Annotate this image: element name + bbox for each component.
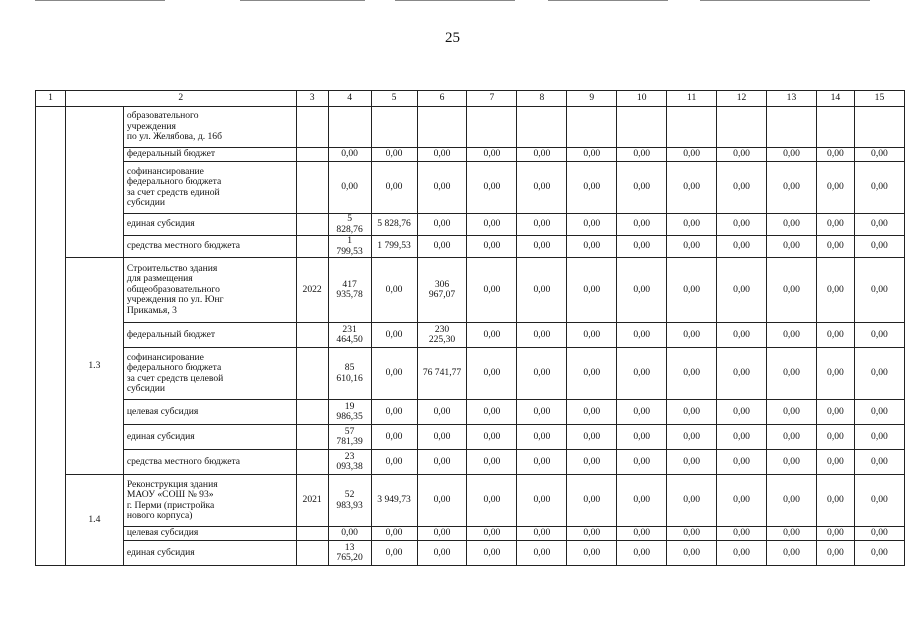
header-cell-11: 11: [667, 91, 717, 107]
value-cell: 0,00: [467, 475, 517, 527]
value-cell: [371, 107, 417, 148]
value-cell: 0,00: [617, 527, 667, 541]
value-cell: 0,00: [854, 348, 904, 400]
value-cell: 0,00: [617, 450, 667, 475]
value-cell: 0,00: [667, 541, 717, 566]
value-cell: 0,00: [417, 148, 467, 162]
table-row: [36, 214, 905, 236]
row-name: софинансирование федерального бюджета за счет средств единой субсидии: [123, 162, 296, 214]
table-row: [36, 348, 905, 400]
value-cell: 0,00: [567, 162, 617, 214]
value-cell: [667, 107, 717, 148]
value-cell: 0,00: [328, 162, 371, 214]
section-number: 1.3: [65, 258, 123, 475]
value-cell: 0,00: [816, 450, 854, 475]
value-cell: 0,00: [854, 425, 904, 450]
header-cell-14: 14: [816, 91, 854, 107]
table-row: [36, 258, 905, 323]
value-cell: 0,00: [854, 214, 904, 236]
value-cell: 23 093,38: [328, 450, 371, 475]
value-cell: 0,00: [854, 258, 904, 323]
value-cell: 0,00: [517, 162, 567, 214]
value-cell: 0,00: [667, 236, 717, 258]
value-cell: 0,00: [816, 475, 854, 527]
value-cell: 0,00: [717, 258, 767, 323]
value-cell: 0,00: [517, 527, 567, 541]
value-cell: 0,00: [667, 450, 717, 475]
value-cell: 0,00: [328, 527, 371, 541]
value-cell: 0,00: [816, 162, 854, 214]
value-cell: 0,00: [567, 527, 617, 541]
value-cell: 0,00: [417, 541, 467, 566]
value-cell: 0,00: [467, 348, 517, 400]
section-number: [65, 107, 123, 258]
value-cell: 0,00: [617, 162, 667, 214]
value-cell: [417, 107, 467, 148]
value-cell: 0,00: [567, 348, 617, 400]
value-cell: 0,00: [517, 348, 567, 400]
header-cell-1: 1: [36, 91, 66, 107]
value-cell: [567, 107, 617, 148]
value-cell: 0,00: [371, 348, 417, 400]
page-number: 25: [445, 30, 460, 46]
year-cell: [296, 400, 328, 425]
value-cell: 0,00: [371, 258, 417, 323]
year-cell: [296, 541, 328, 566]
value-cell: 0,00: [417, 425, 467, 450]
value-cell: 0,00: [767, 348, 817, 400]
year-cell: [296, 527, 328, 541]
value-cell: 0,00: [667, 162, 717, 214]
year-cell: 2022: [296, 258, 328, 323]
table-row: [36, 425, 905, 450]
value-cell: 0,00: [767, 475, 817, 527]
year-cell: [296, 162, 328, 214]
value-cell: 0,00: [667, 323, 717, 348]
value-cell: 0,00: [667, 425, 717, 450]
value-cell: 0,00: [467, 450, 517, 475]
value-cell: 0,00: [816, 425, 854, 450]
value-cell: 0,00: [816, 148, 854, 162]
value-cell: 0,00: [717, 236, 767, 258]
header-cell-7: 7: [467, 91, 517, 107]
value-cell: 0,00: [617, 148, 667, 162]
value-cell: 0,00: [467, 214, 517, 236]
value-cell: 0,00: [717, 450, 767, 475]
value-cell: 5 828,76: [371, 214, 417, 236]
value-cell: 0,00: [767, 400, 817, 425]
header-cell-2: 2: [65, 91, 296, 107]
value-cell: 0,00: [567, 400, 617, 425]
value-cell: 0,00: [767, 425, 817, 450]
value-cell: 0,00: [617, 400, 667, 425]
value-cell: [767, 107, 817, 148]
value-cell: 0,00: [767, 450, 817, 475]
value-cell: 0,00: [667, 258, 717, 323]
value-cell: 0,00: [371, 541, 417, 566]
value-cell: 230 225,30: [417, 323, 467, 348]
value-cell: 0,00: [717, 425, 767, 450]
value-cell: 0,00: [767, 527, 817, 541]
value-cell: 1 799,53: [371, 236, 417, 258]
top-edge-lines: [0, 0, 905, 2]
value-cell: 85 610,16: [328, 348, 371, 400]
value-cell: 0,00: [371, 527, 417, 541]
value-cell: 0,00: [717, 348, 767, 400]
value-cell: 0,00: [617, 323, 667, 348]
value-cell: 19 986,35: [328, 400, 371, 425]
year-cell: [296, 148, 328, 162]
header-cell-13: 13: [767, 91, 817, 107]
value-cell: 0,00: [816, 400, 854, 425]
value-cell: 0,00: [467, 258, 517, 323]
value-cell: 0,00: [467, 236, 517, 258]
year-cell: 2021: [296, 475, 328, 527]
header-cell-5: 5: [371, 91, 417, 107]
value-cell: 0,00: [517, 148, 567, 162]
value-cell: 0,00: [617, 214, 667, 236]
value-cell: 0,00: [767, 162, 817, 214]
col1-cell: [36, 107, 66, 566]
value-cell: 0,00: [417, 162, 467, 214]
value-cell: 0,00: [667, 475, 717, 527]
year-cell: [296, 214, 328, 236]
value-cell: 0,00: [517, 425, 567, 450]
value-cell: 0,00: [617, 236, 667, 258]
value-cell: 0,00: [617, 475, 667, 527]
value-cell: 0,00: [717, 148, 767, 162]
value-cell: 5 828,76: [328, 214, 371, 236]
value-cell: 0,00: [517, 214, 567, 236]
value-cell: 0,00: [371, 400, 417, 425]
value-cell: [617, 107, 667, 148]
value-cell: 0,00: [467, 425, 517, 450]
value-cell: 0,00: [767, 214, 817, 236]
value-cell: 52 983,93: [328, 475, 371, 527]
table-row: [36, 323, 905, 348]
value-cell: 0,00: [517, 400, 567, 425]
value-cell: [816, 107, 854, 148]
row-name: Строительство здания для размещения общеобразовательного учреждения по ул. Юнг Прикамья, 3: [123, 258, 296, 323]
value-cell: 0,00: [371, 425, 417, 450]
value-cell: 0,00: [517, 450, 567, 475]
table-row: [36, 148, 905, 162]
value-cell: 306 967,07: [417, 258, 467, 323]
header-cell-8: 8: [517, 91, 567, 107]
value-cell: 0,00: [417, 236, 467, 258]
budget-table: [35, 90, 905, 566]
value-cell: 0,00: [854, 236, 904, 258]
table-row: [36, 162, 905, 214]
value-cell: [717, 107, 767, 148]
row-name: федеральный бюджет: [123, 148, 296, 162]
value-cell: 0,00: [417, 527, 467, 541]
table-row: [36, 400, 905, 425]
table-row: [36, 450, 905, 475]
value-cell: 417 935,78: [328, 258, 371, 323]
row-name: единая субсидия: [123, 541, 296, 566]
value-cell: 0,00: [467, 541, 517, 566]
value-cell: 0,00: [567, 541, 617, 566]
header-cell-3: 3: [296, 91, 328, 107]
header-cell-15: 15: [854, 91, 904, 107]
table-row: [36, 236, 905, 258]
header-cell-10: 10: [617, 91, 667, 107]
value-cell: [854, 107, 904, 148]
row-name: средства местного бюджета: [123, 236, 296, 258]
value-cell: 0,00: [717, 400, 767, 425]
row-name: софинансирование федерального бюджета за счет средств целевой субсидии: [123, 348, 296, 400]
value-cell: 0,00: [717, 541, 767, 566]
value-cell: 0,00: [517, 258, 567, 323]
year-cell: [296, 450, 328, 475]
header-cell-4: 4: [328, 91, 371, 107]
value-cell: 0,00: [854, 400, 904, 425]
value-cell: 0,00: [567, 450, 617, 475]
value-cell: [517, 107, 567, 148]
value-cell: 0,00: [567, 258, 617, 323]
value-cell: 0,00: [517, 236, 567, 258]
value-cell: 0,00: [816, 323, 854, 348]
year-cell: [296, 107, 328, 148]
value-cell: 0,00: [567, 214, 617, 236]
value-cell: 0,00: [567, 475, 617, 527]
value-cell: 0,00: [467, 323, 517, 348]
value-cell: 0,00: [767, 323, 817, 348]
value-cell: 0,00: [417, 400, 467, 425]
value-cell: 0,00: [767, 148, 817, 162]
value-cell: 13 765,20: [328, 541, 371, 566]
value-cell: 0,00: [417, 475, 467, 527]
value-cell: 0,00: [816, 348, 854, 400]
value-cell: 0,00: [467, 162, 517, 214]
value-cell: [328, 107, 371, 148]
value-cell: 0,00: [816, 527, 854, 541]
row-name: единая субсидия: [123, 425, 296, 450]
row-name: образовательного учреждения по ул. Желябова, д. 16б: [123, 107, 296, 148]
year-cell: [296, 348, 328, 400]
value-cell: 0,00: [854, 450, 904, 475]
value-cell: 0,00: [617, 541, 667, 566]
value-cell: 0,00: [567, 425, 617, 450]
value-cell: 0,00: [467, 527, 517, 541]
value-cell: 0,00: [717, 323, 767, 348]
row-name: целевая субсидия: [123, 527, 296, 541]
section-number: 1.4: [65, 475, 123, 566]
value-cell: 0,00: [667, 400, 717, 425]
value-cell: 0,00: [517, 475, 567, 527]
value-cell: 0,00: [417, 214, 467, 236]
value-cell: 0,00: [617, 258, 667, 323]
value-cell: 0,00: [667, 214, 717, 236]
value-cell: 0,00: [467, 400, 517, 425]
header-row: [36, 91, 905, 107]
value-cell: 0,00: [717, 527, 767, 541]
value-cell: 0,00: [854, 148, 904, 162]
value-cell: 0,00: [517, 323, 567, 348]
value-cell: 0,00: [567, 236, 617, 258]
table-row: [36, 541, 905, 566]
value-cell: 57 781,39: [328, 425, 371, 450]
value-cell: 1 799,53: [328, 236, 371, 258]
row-name: целевая субсидия: [123, 400, 296, 425]
row-name: Реконструкция здания МАОУ «СОШ № 93» г. Перми (пристройка нового корпуса): [123, 475, 296, 527]
value-cell: 0,00: [767, 236, 817, 258]
value-cell: 0,00: [717, 214, 767, 236]
value-cell: 0,00: [371, 323, 417, 348]
value-cell: 0,00: [816, 258, 854, 323]
value-cell: 0,00: [854, 323, 904, 348]
value-cell: 3 949,73: [371, 475, 417, 527]
year-cell: [296, 236, 328, 258]
header-cell-9: 9: [567, 91, 617, 107]
value-cell: 0,00: [371, 162, 417, 214]
row-name: средства местного бюджета: [123, 450, 296, 475]
year-cell: [296, 425, 328, 450]
value-cell: 0,00: [667, 148, 717, 162]
value-cell: 0,00: [417, 450, 467, 475]
table-row: [36, 475, 905, 527]
value-cell: 0,00: [854, 162, 904, 214]
value-cell: 0,00: [667, 348, 717, 400]
value-cell: 0,00: [767, 541, 817, 566]
value-cell: 0,00: [767, 258, 817, 323]
row-name: федеральный бюджет: [123, 323, 296, 348]
value-cell: 76 741,77: [417, 348, 467, 400]
value-cell: 0,00: [617, 348, 667, 400]
value-cell: [467, 107, 517, 148]
value-cell: 231 464,50: [328, 323, 371, 348]
value-cell: 0,00: [567, 148, 617, 162]
year-cell: [296, 323, 328, 348]
value-cell: 0,00: [517, 541, 567, 566]
value-cell: 0,00: [567, 323, 617, 348]
value-cell: 0,00: [816, 541, 854, 566]
value-cell: 0,00: [854, 527, 904, 541]
value-cell: 0,00: [617, 425, 667, 450]
header-cell-12: 12: [717, 91, 767, 107]
table-row: [36, 527, 905, 541]
value-cell: 0,00: [371, 148, 417, 162]
value-cell: 0,00: [467, 148, 517, 162]
row-name: единая субсидия: [123, 214, 296, 236]
value-cell: 0,00: [667, 527, 717, 541]
value-cell: 0,00: [328, 148, 371, 162]
header-cell-6: 6: [417, 91, 467, 107]
value-cell: 0,00: [717, 162, 767, 214]
value-cell: 0,00: [717, 475, 767, 527]
value-cell: 0,00: [371, 450, 417, 475]
value-cell: 0,00: [854, 541, 904, 566]
value-cell: 0,00: [854, 475, 904, 527]
value-cell: 0,00: [816, 214, 854, 236]
table-row: [36, 107, 905, 148]
value-cell: 0,00: [816, 236, 854, 258]
